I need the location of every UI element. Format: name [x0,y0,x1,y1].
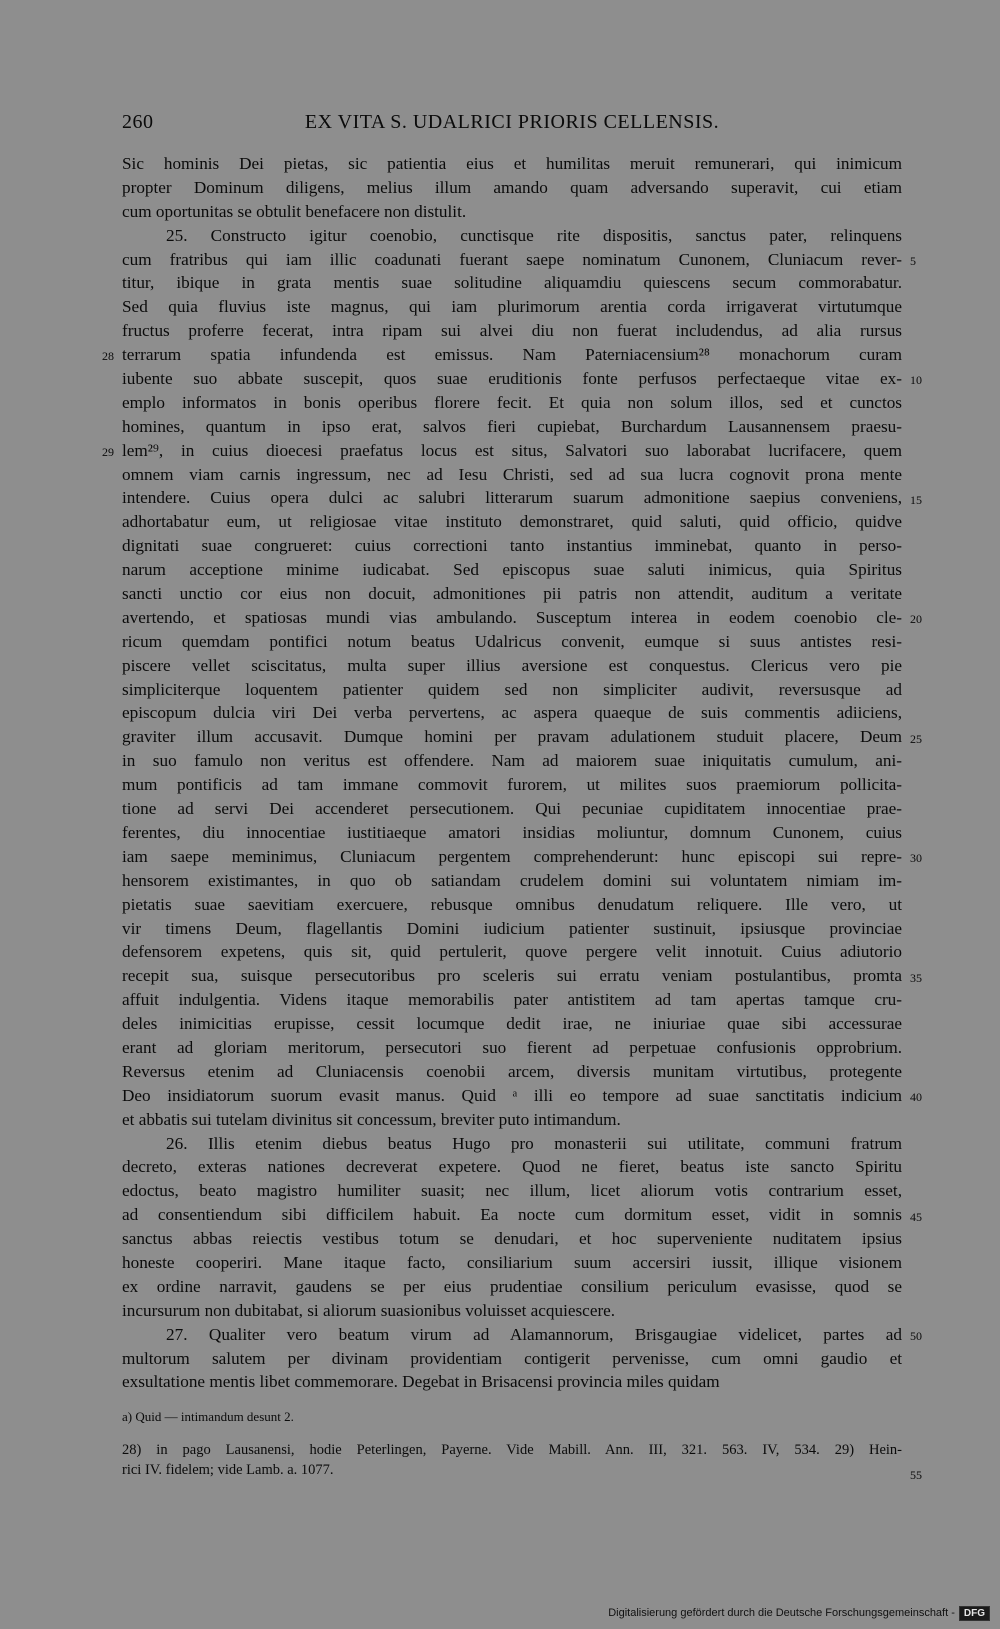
text-line: avertendo, et spatiosas mundi vias ambulando. Susceptum interea in eodem coenobio cle- [122,607,902,627]
text-line: narum acceptione minime iudicabat. Sed episcopus suae saluti inimicus, quia Spiritus [122,560,902,580]
text-line: erant ad gloriam meritorum, persecutori suo fierent ad perpetuae confusionis opprobrium. [122,1037,902,1057]
margin-line-number: 25 [910,731,922,746]
text-line: 27. Qualiter vero beatum virum ad Alamannorum, Brisgaugiae videlicet, partes ad [166,1324,902,1344]
text-line: iubente suo abbate suscepit, quos suae eruditionis fonte perfusos perfectaeque vitae ex- [122,369,902,389]
margin-line-number: 20 [910,612,922,627]
text-line: decreto, exteras nationes decreverat expetere. Quod ne fieret, beatus iste sancto Spiritu [122,1157,902,1177]
text-line: Reversus etenim ad Cluniacensis coenobii arcem, diversis munitam virtutibus, protegente [122,1061,902,1081]
footnote-line: rici IV. fidelem; vide Lamb. a. 1077. [122,1462,334,1478]
text-line: edoctus, beato magistro humiliter suasit; nec illum, licet aliorum votis contrarium esset, [122,1181,902,1201]
margin-number: 55 [910,1468,922,1482]
footnotes [122,1440,902,1480]
margin-line-number: 35 [910,970,922,985]
page-header [122,111,902,139]
text-line: sancti unctio cor eius non docuit, admonitiones pii patris non attendit, auditum a veritate [122,584,902,604]
text-line: intendere. Cuius opera dulci ac salubri litterarum suarum admonitione saepius conveniens, [122,488,902,508]
text-line: defensorem expetens, quis sit, quid pertulerit, quove pergere velit innotuit. Cuius adiutorio [122,942,902,962]
body-text [122,152,902,1394]
text-line: fructus proferre fecerat, intra ripam sui alvei diu non fuerat includendus, ad alia rursus [122,321,902,341]
margin-line-number: 40 [910,1090,922,1105]
text-line: pietatis suae saevitiam exercuere, rebusque omnibus denudatum reliquere. Ille vero, ut [122,894,902,914]
text-line: deles inimicitias erupisse, cessit locumque dedit irae, ne iniuriae quae sibi accessurae [122,1014,902,1034]
text-line: lem²⁹, in cuius dioecesi praefatus locus est situs, Salvatori suo laborabat lucrifacere, quem [122,440,902,460]
text-line: homines, quantum in ipso erat, salvos fieri cupiebat, Burchardum Lausannensem praesu- [122,416,902,436]
margin-line-number: 50 [910,1329,922,1344]
text-line: simpliciterque loquentem patienter quidem sed non simpliciter audivit, reversusque ad [122,679,902,699]
footnote-line: 28) in pago Lausanensi, hodie Peterlingen, Payerne. Vide Mabill. Ann. III, 321. 563. IV, 534. 29) Hein- [122,1442,902,1458]
text-line: ricum quemdam pontifici notum beatus Udalricus convenit, eumque si suus antistes resi- [122,631,902,651]
text-line: episcopum dulcia viri Dei verba pervertens, ac aspera quaeque de suis commentis adiiciens, [122,703,902,723]
text-line: omnem viam carnis ingressum, nec ad Iesu Christi, sed ad sua lucra cognovit prona mente [122,464,902,484]
textual-footnote: a) Quid — intimandum desunt 2. [122,1409,294,1424]
text-line: 26. Illis etenim diebus beatus Hugo pro monasterii sui utilitate, communi fratrum [166,1133,902,1153]
text-line: affuit indulgentia. Videns itaque memorabilis pater antistitem ad tam apertas tamque cru- [122,990,902,1010]
margin-line-number: 30 [910,851,922,866]
text-line: hensorem existimantes, in quo ob satiandam crudelem domini sui voluntatem nimiam im- [122,870,902,890]
text-line: emplo informatos in bonis operibus florere fecit. Et quia non solum illos, sed et cunctos [122,392,902,412]
text-line: multorum salutem per divinam providentiam contigerit pervenisse, cum omni gaudio et [122,1348,902,1368]
text-line: sanctus abbas reiectis vestibus totum se denudari, et hoc superveniente nuditatem ipsius [122,1229,902,1249]
text-line: in suo famulo non veritus est offendere. Nam ad maiorem suae iniquitatis cumulum, ani- [122,751,902,771]
dfg-logo: DFG [959,1606,990,1621]
text-line: Sic hominis Dei pietas, sic patientia eius et humilitas meruit remunerari, qui inimicum [122,154,902,173]
text-line: terrarum spatia infundenda est emissus. Nam Paterniacensium²⁸ monachorum curam [122,345,902,365]
text-line: dignitati suae congrueret: cuius correctioni tanto instantius imminebat, quanto in perso- [122,536,902,556]
text-line: recepit sua, suisque persecutoribus pro sceleris sui erratu veniam postulantibus, promta [122,966,902,986]
text-line: vir timens Deum, flagellantis Domini iudicium patienter sustinuit, ipsiusque provinciae [122,918,902,938]
text-line: iam saepe meminimus, Cluniacum pergentem comprehenderunt: hunc episcopi sui repre- [122,846,902,866]
text-line: honeste cooperiri. Mane itaque facto, consiliarium suum accersiri iussit, illique visionem [122,1252,902,1272]
footer-text: Digitalisierung gefördert durch die Deutsche Forschungsgemeinschaft - [608,1607,955,1619]
text-line: ex ordine narravit, gaudens se per eius prudentiae consilium periculum evasisse, quod se [122,1276,902,1296]
text-line: piscere vellet sciscitatus, multa super illius aversione est conquestus. Clericus vero pie [122,655,902,675]
text-line: exsultatione mentis libet commemorare. Degebat in Brisacensi provincia miles quidam [122,1372,720,1392]
text-line: incursurum non dubitabat, si aliorum suasionibus voluisset acquiescere. [122,1300,616,1320]
text-line: graviter illum accusavit. Dumque homini per pravam adulationem studuit placere, Deum [122,727,902,747]
text-line: tione ad servi Dei accenderet persecutionem. Qui pecuniae cupiditatem innocentiae prae- [122,799,902,819]
footer [608,1603,990,1623]
text-line: Deo insidiatorum suorum evasit manus. Quid ᵃ illi eo tempore ad suae sanctitatis indicium [122,1085,902,1105]
text-line: adhortabatur eum, ut religiosae vitae instituto demonstraret, quid saluti, quid officio, quidve [122,512,902,532]
margin-line-number: 10 [910,373,922,388]
margin-line-number: 45 [910,1209,922,1224]
margin-note-number: 29 [102,444,114,459]
text-line: cum fratribus qui iam illic coadunati fuerant saepe nominatum Cunonem, Cluniacum rever- [122,249,902,269]
text-line: cum oportunitas se obtulit benefacere non distulit. [122,201,467,221]
page-number: 260 [122,111,154,133]
text-line: ferentes, diu innocentiae iustitiaeque amatori insidias moliuntur, domnum Cunonem, cuius [122,822,902,842]
text-line: propter Dominum diligens, melius illum amando quam adversando superavit, cui etiam [122,177,902,197]
text-line: et abbatis sui tutelam divinitus sit concessum, breviter puto intimandum. [122,1109,621,1129]
text-line: mum pontificis ad tam immane commovit furorem, ut milites suos praemiorum pollicita- [122,775,902,795]
running-title: EX VITA S. UDALRICI PRIORIS CELLENSIS. [304,111,720,133]
text-line: ad consentiendum sibi difficilem habuit. Ea nocte cum dormitum esset, vidit in somnis [122,1205,902,1225]
text-line: Sed quia fluvius iste magnus, qui iam plurimorum arentia corda irrigaverat virtutumque [122,297,902,317]
margin-line-number: 5 [910,253,916,268]
margin-line-number: 15 [910,492,922,507]
margin-note-number: 28 [102,349,114,364]
text-line: titur, ibique in grata mentis suae solitudine aliquamdiu quiescens secum commorabatur. [122,273,902,293]
text-line: 25. Constructo igitur coenobio, cunctisque rite dispositis, sanctus pater, relinquens [166,225,902,245]
